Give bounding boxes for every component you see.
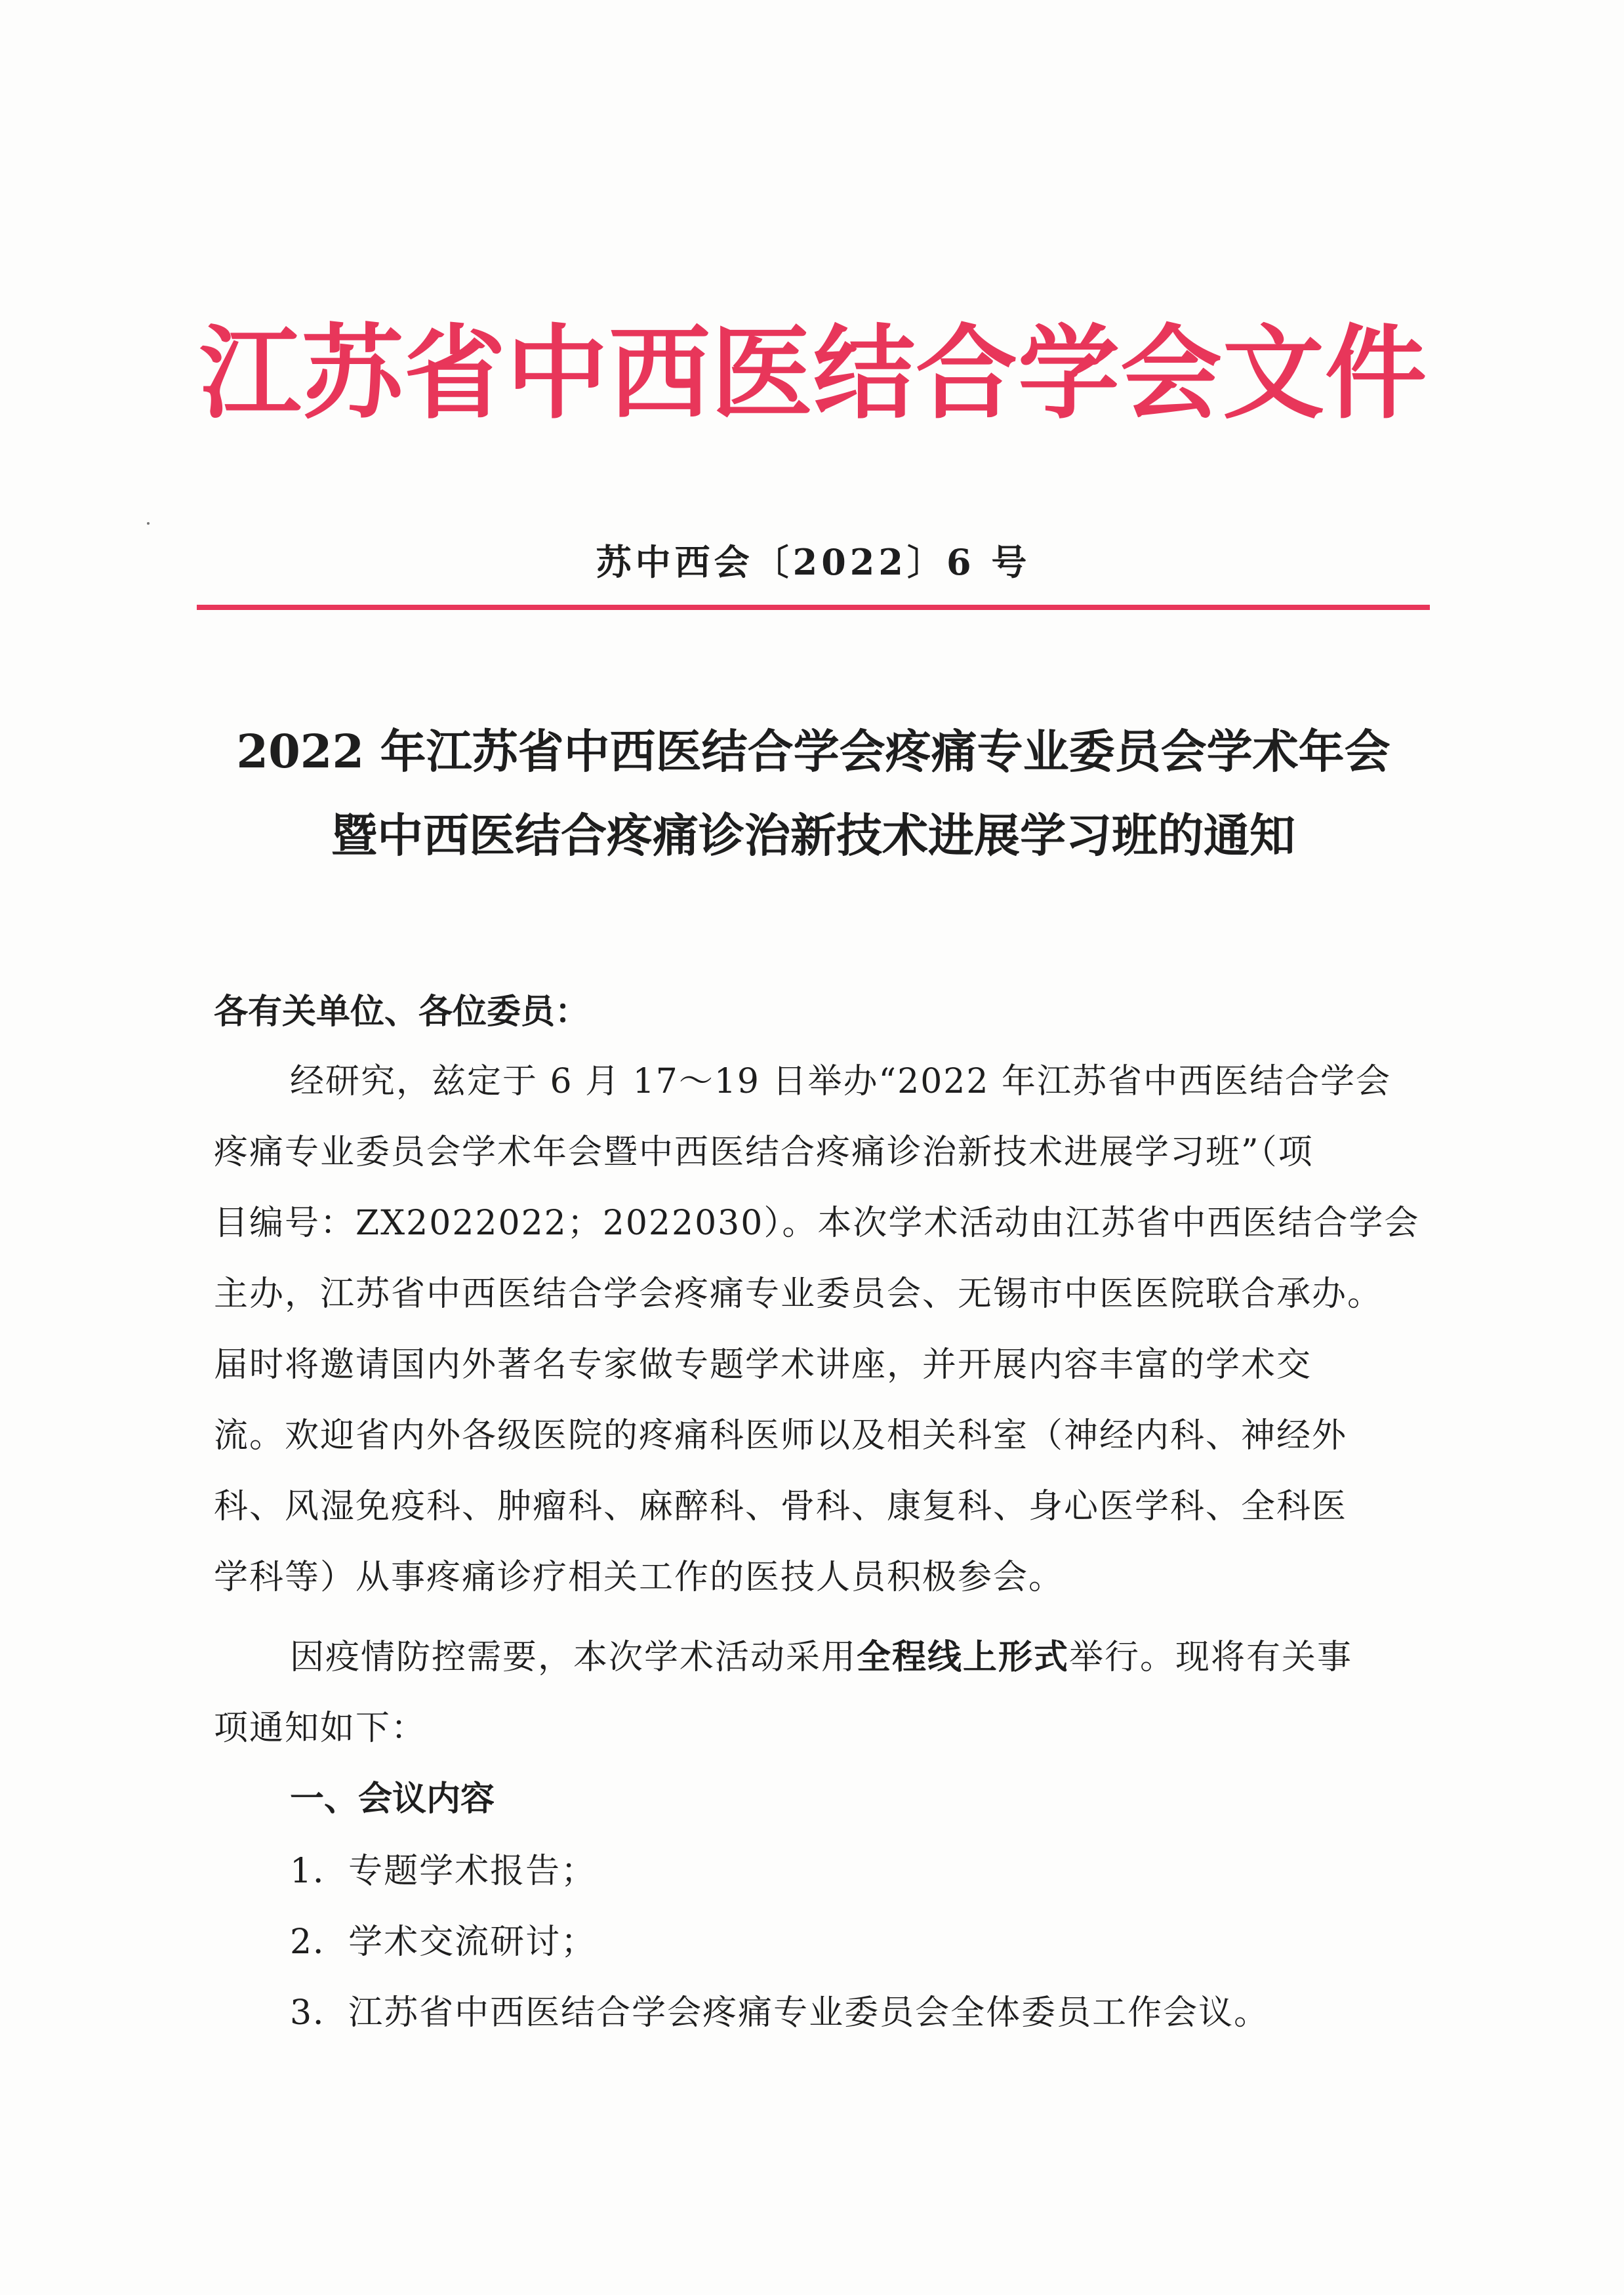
red-divider-rule bbox=[197, 605, 1430, 610]
online-format-emphasis: 全程线上形式 bbox=[857, 1638, 1070, 1677]
notice-title-line-2: 暨中西医结合疼痛诊治新技术进展学习班的通知 bbox=[331, 808, 1295, 863]
paragraph-2-line-1 bbox=[290, 1629, 1352, 1678]
section-heading-meeting-content: 一、会议内容 bbox=[290, 1779, 495, 1819]
notice-title-line-1: 2022 年江苏省中西医结合学会疼痛专业委员会学术年会 bbox=[236, 724, 1391, 779]
scan-speck bbox=[147, 522, 150, 525]
paragraph-1-line: 届时将邀请国内外著名专家做专题学术讲座，并开展内容丰富的学术交 bbox=[214, 1345, 1312, 1385]
paragraph-2-text-after: 举行。现将有关事 bbox=[1069, 1638, 1353, 1677]
masthead-title: 江苏省中西医结合学会文件 bbox=[199, 314, 1427, 433]
paragraph-1-line: 学科等）从事疼痛诊疗相关工作的医技人员积极参会。 bbox=[214, 1558, 1065, 1597]
paragraph-2-text-before: 因疫情防控需要，本次学术活动采用 bbox=[290, 1638, 857, 1677]
paragraph-1-line: 流。欢迎省内外各级医院的疼痛科医师以及相关科室（神经内科、神经外 bbox=[214, 1416, 1348, 1455]
paragraph-1-line: 经研究，兹定于 6 月 17～19 日举办“2022 年江苏省中西医结合学会 bbox=[290, 1062, 1391, 1101]
paragraph-1-line: 疼痛专业委员会学术年会暨中西医结合疼痛诊治新技术进展学习班”（项 bbox=[214, 1133, 1314, 1172]
paragraph-1-line: 主办，江苏省中西医结合学会疼痛专业委员会、无锡市中医医院联合承办。 bbox=[214, 1274, 1383, 1314]
list-item: 3．江苏省中西医结合学会疼痛专业委员会全体委员工作会议。 bbox=[290, 1993, 1270, 2033]
document-number: 苏中西会〔2022〕6 号 bbox=[596, 541, 1031, 583]
paragraph-1-line: 科、风湿免疫科、肿瘤科、麻醉科、骨科、康复科、身心医学科、全科医 bbox=[214, 1487, 1348, 1526]
paragraph-2-line-2: 项通知如下： bbox=[214, 1709, 427, 1748]
list-item: 1．专题学术报告； bbox=[290, 1852, 597, 1891]
salutation: 各有关单位、各位委员： bbox=[214, 992, 590, 1032]
paragraph-1-line: 目编号：ZX2022022；2022030）。本次学术活动由江苏省中西医结合学会 bbox=[214, 1204, 1420, 1243]
list-item: 2．学术交流研讨； bbox=[290, 1922, 597, 1962]
